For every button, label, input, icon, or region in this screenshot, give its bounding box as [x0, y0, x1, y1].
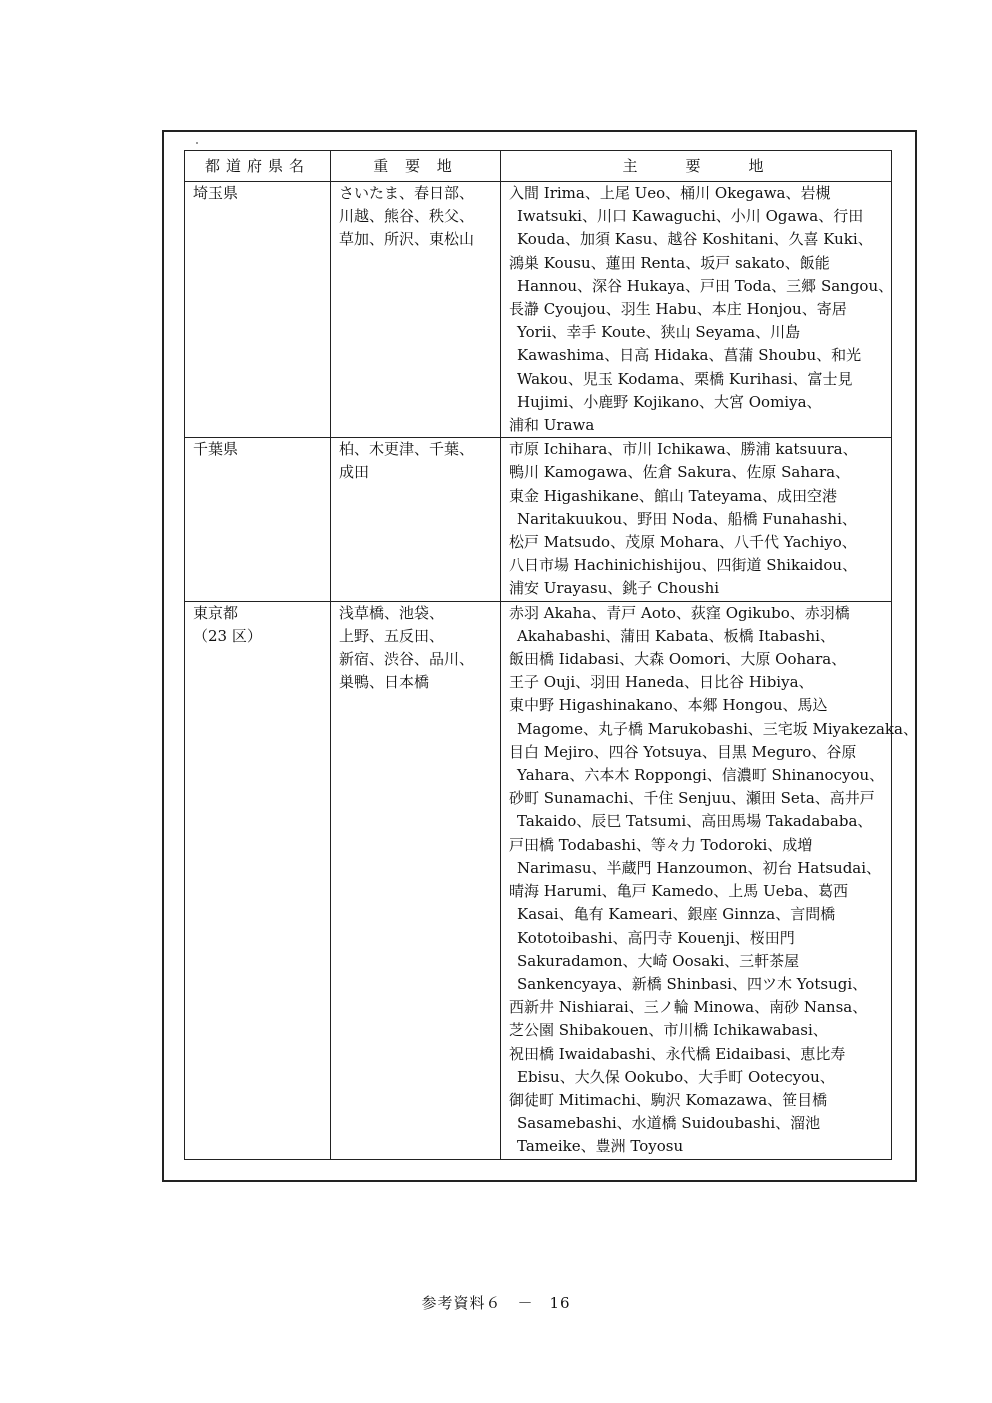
- main-location-line: Takaido、辰巳 Tatsumi、高田馬場 Takadababa、: [517, 812, 873, 831]
- main-locations-cell: [501, 182, 892, 438]
- main-location-line: 入間 Irima、上尾 Ueo、桶川 Okegawa、岩槻: [509, 184, 831, 202]
- main-location-line: Tameike、豊洲 Toyosu: [517, 1137, 684, 1156]
- table-row: [185, 601, 892, 1159]
- main-location-line: 御徒町 Mitimachi、駒沢 Komazawa、笹目橋: [509, 1090, 828, 1109]
- main-location-line: Yorii、幸手 Koute、狭山 Seyama、川島: [517, 323, 801, 342]
- header-main-locations: 主 要 地: [501, 151, 892, 182]
- important-location-line: 草加、所沢、東松山: [339, 230, 475, 249]
- prefecture-cell: [185, 601, 331, 1159]
- main-location-line: 松戸 Matsudo、茂原 Mohara、八千代 Yachiyo、: [509, 533, 857, 552]
- main-location-line: Kawashima、日高 Hidaka、菖蒲 Shoubu、和光: [517, 346, 862, 365]
- location-table: [184, 150, 918, 1160]
- main-location-line: 赤羽 Akaha、青戸 Aoto、荻窪 Ogikubo、赤羽橋: [509, 603, 850, 622]
- important-location-line: 巣鴨、日本橋: [339, 673, 430, 692]
- important-location-line: 新宿、渋谷、品川、: [339, 650, 475, 669]
- important-locations-cell: [331, 438, 501, 601]
- main-location-line: Hujimi、小鹿野 Kojikano、大宮 Oomiya、: [517, 392, 822, 411]
- main-location-line: Sakuradamon、大崎 Oosaki、三軒茶屋: [517, 951, 800, 970]
- main-location-line: Naritakuukou、野田 Noda、船橋 Funahashi、: [517, 509, 857, 528]
- main-location-line: Akahabashi、蒲田 Kabata、板橋 Itabashi、: [517, 626, 835, 645]
- table-row: [185, 438, 892, 601]
- main-location-line: 王子 Ouji、羽田 Haneda、日比谷 Hibiya、: [509, 673, 814, 692]
- main-location-line: 鴨川 Kamogawa、佐倉 Sakura、佐原 Sahara、: [509, 463, 851, 482]
- important-location-line: 柏、木更津、千葉、: [339, 440, 475, 459]
- header-important-locations: 重 要 地: [331, 151, 501, 182]
- main-location-line: 飯田橋 Iidabasi、大森 Oomori、大原 Oohara、: [509, 650, 847, 669]
- prefecture-name: 東京都: [193, 603, 239, 622]
- table-row: [185, 182, 892, 438]
- scan-speck: [196, 142, 198, 144]
- main-location-line: Kasai、亀有 Kameari、銀座 Ginnza、言問橋: [517, 905, 836, 924]
- main-location-line: 長瀞 Cyoujou、羽生 Habu、本庄 Honjou、寄居: [509, 300, 847, 319]
- main-location-line: Sankencyaya、新橋 Shinbasi、四ツ木 Yotsugi、: [517, 974, 868, 993]
- main-location-line: Iwatsuki、川口 Kawaguchi、小川 Ogawa、行田: [517, 207, 864, 226]
- prefecture-name: 埼玉県: [193, 184, 239, 202]
- main-location-line: 芝公園 Shibakouen、市川橋 Ichikawabasi、: [509, 1021, 828, 1040]
- important-location-line: さいたま、春日部、: [339, 184, 475, 202]
- important-location-line: 成田: [339, 463, 370, 482]
- table-body: [185, 182, 918, 1160]
- main-location-line: Kouda、加須 Kasu、越谷 Koshitani、久喜 Kuki、: [517, 230, 873, 249]
- prefecture-name: 千葉県: [193, 440, 239, 459]
- prefecture-subtitle: （23 区）: [193, 626, 262, 645]
- main-location-line: 砂町 Sunamachi、千住 Senjuu、瀬田 Seta、高井戸: [509, 789, 875, 808]
- main-location-line: Sasamebashi、水道橋 Suidoubashi、溜池: [517, 1114, 821, 1133]
- page-footer: 参考資料６ － 16: [421, 1294, 571, 1312]
- main-locations-cell: [501, 601, 918, 1159]
- main-location-line: Wakou、児玉 Kodama、栗橋 Kurihasi、富士見: [517, 369, 853, 388]
- main-location-line: Kototoibashi、高円寺 Kouenji、桜田門: [517, 928, 795, 947]
- important-location-line: 上野、五反田、: [339, 626, 445, 645]
- important-locations-cell: [331, 601, 501, 1159]
- main-location-line: 市原 Ichihara、市川 Ichikawa、勝浦 katsuura、: [509, 440, 858, 459]
- main-location-line: 祝田橋 Iwaidabashi、永代橋 Eidaibasi、恵比寿: [509, 1044, 846, 1063]
- main-location-line: 戸田橋 Todabashi、等々力 Todoroki、成増: [509, 835, 813, 854]
- main-location-line: Hannou、深谷 Hukaya、戸田 Toda、三郷 Sangou、: [517, 276, 894, 295]
- main-location-line: 西新井 Nishiarai、三ノ輪 Minowa、南砂 Nansa、: [509, 998, 868, 1017]
- main-location-line: Magome、丸子橋 Marukobashi、三宅坂 Miyakezaka、: [517, 719, 918, 738]
- main-location-line: 浦安 Urayasu、銚子 Choushi: [509, 579, 720, 598]
- main-location-line: 浦和 Urawa: [509, 416, 595, 435]
- main-location-line: Yahara、六本木 Roppongi、信濃町 Shinanocyou、: [517, 766, 885, 785]
- main-location-line: 晴海 Harumi、亀戸 Kamedo、上馬 Ueba、葛西: [509, 882, 849, 901]
- main-locations-cell: [501, 438, 892, 601]
- main-location-line: 目白 Mejiro、四谷 Yotsuya、目黒 Meguro、谷原: [509, 742, 857, 761]
- important-locations-cell: [331, 182, 501, 438]
- prefecture-cell: [185, 438, 331, 601]
- important-location-line: 川越、熊谷、秩父、: [339, 207, 475, 226]
- main-location-line: 八日市場 Hachinichishijou、四街道 Shikaidou、: [509, 556, 858, 575]
- main-location-line: Ebisu、大久保 Ookubo、大手町 Ootecyou、: [517, 1067, 835, 1086]
- important-location-line: 浅草橋、池袋、: [339, 603, 445, 622]
- main-location-line: 鴻巣 Kousu、蓮田 Renta、坂戸 sakato、飯能: [509, 253, 830, 272]
- main-location-line: Narimasu、半蔵門 Hanzoumon、初台 Hatsudai、: [517, 858, 882, 877]
- prefecture-cell: [185, 182, 331, 438]
- main-location-line: 東中野 Higashinakano、本郷 Hongou、馬込: [509, 696, 828, 715]
- main-location-line: 東金 Higashikane、館山 Tateyama、成田空港: [509, 486, 837, 505]
- header-prefecture: 都道府県名: [185, 151, 331, 182]
- table-header-row: [185, 151, 892, 182]
